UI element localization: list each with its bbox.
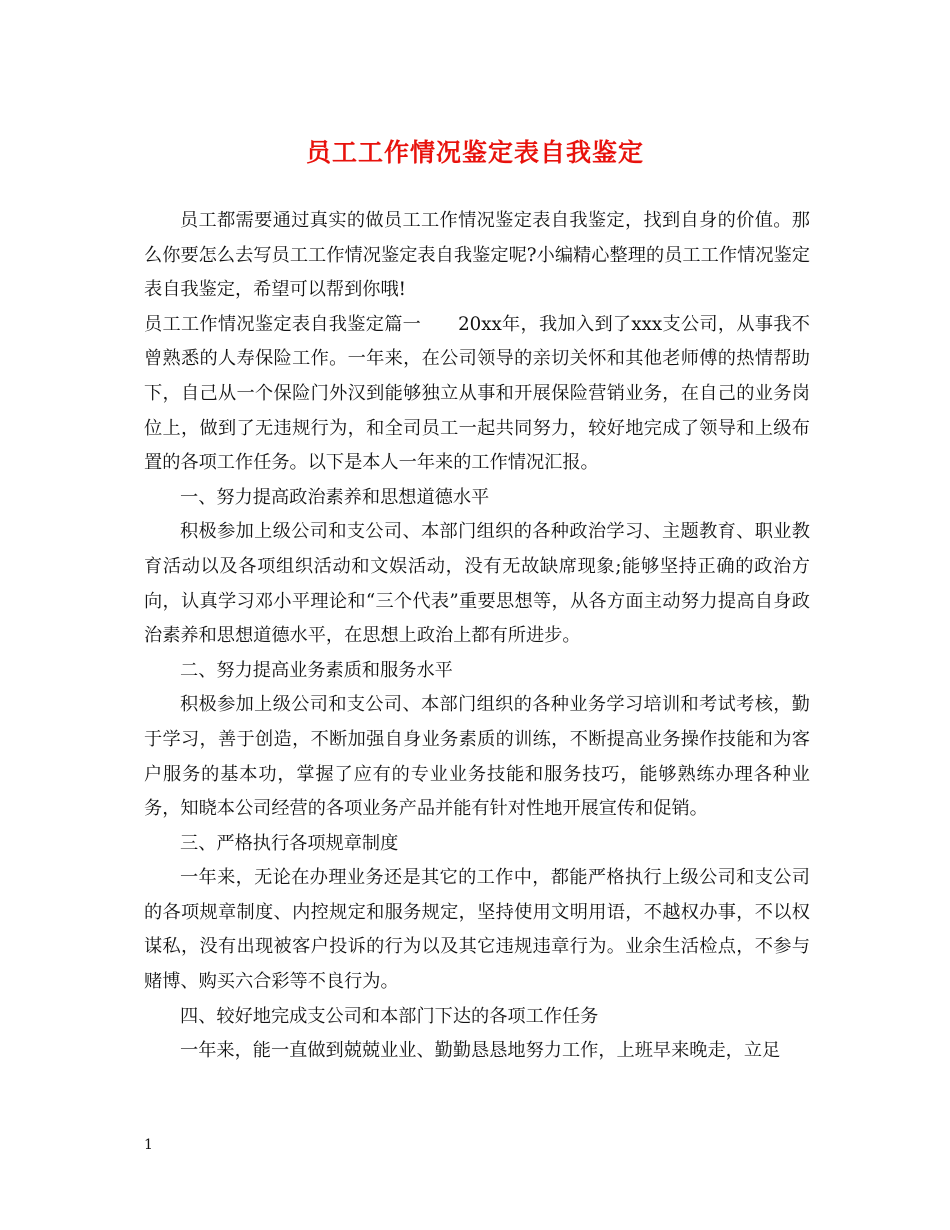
heading-tasks: 四、较好地完成支公司和本部门下达的各项工作任务 [180,1005,599,1027]
rules-paragraph: 一年来，无论在办理业务还是其它的工作中，都能严格执行上级公司和支公司的各项规章制度、内控规定和服务规定，坚持使用文明用语，不越权办事，不以权谋私，没有出现被客户投诉的行为以及其它违规违章行为。业余生活检点，不参与赌博、购买六合彩等不良行为。 [144,867,810,993]
heading-politics: 一、努力提高政治素养和思想道德水平 [180,486,490,508]
tasks-paragraph: 一年来，能一直做到兢兢业业、勤勤恳恳地努力工作，上班早来晚走，立足 [180,1040,781,1062]
intro-paragraph: 员工都需要通过真实的做员工工作情况鉴定表自我鉴定，找到自身的价值。那么你要怎么去写员工工作情况鉴定表自我鉴定呢?小编精心整理的员工工作情况鉴定表自我鉴定，希望可以帮到你哦! [144,210,810,301]
page-number: 1 [144,1137,153,1153]
politics-paragraph: 积极参加上级公司和支公司、本部门组织的各种政治学习、主题教育、职业教育活动以及各项组织活动和文娱活动，没有无故缺席现象;能够坚持正确的政治方向，认真学习邓小平理论和“三个代表”重要思想等，从各方面主动努力提高自身政治素养和思想道德水平，在思想上政治上都有所进步。 [144,521,810,647]
document-body [144,204,810,1069]
section-one-paragraph: 员工工作情况鉴定表自我鉴定篇一 20xx年，我加入到了xxx支公司，从事我不曾熟悉的人寿保险工作。一年来，在公司领导的亲切关怀和其他老师傅的热情帮助下，自己从一个保险门外汉到能够独立从事和开展保险营销业务，在自己的业务岗位上，做到了无违规行为，和全司员工一起共同努力，较好地完成了领导和上级布置的各项工作任务。以下是本人一年来的工作情况汇报。 [144,313,810,474]
document-title: 员工工作情况鉴定表自我鉴定 [305,138,644,167]
heading-business: 二、努力提高业务素质和服务水平 [180,659,453,681]
business-paragraph: 积极参加上级公司和支公司、本部门组织的各种业务学习培训和考试考核，勤于学习，善于创造，不断加强自身业务素质的训练，不断提高业务操作技能和为客户服务的基本功，掌握了应有的专业业务技能和服务技巧，能够熟练办理各种业务，知晓本公司经营的各项业务产品并能有针对性地开展宣传和促销。 [144,694,810,820]
heading-rules: 三、严格执行各项规章制度 [180,832,399,854]
